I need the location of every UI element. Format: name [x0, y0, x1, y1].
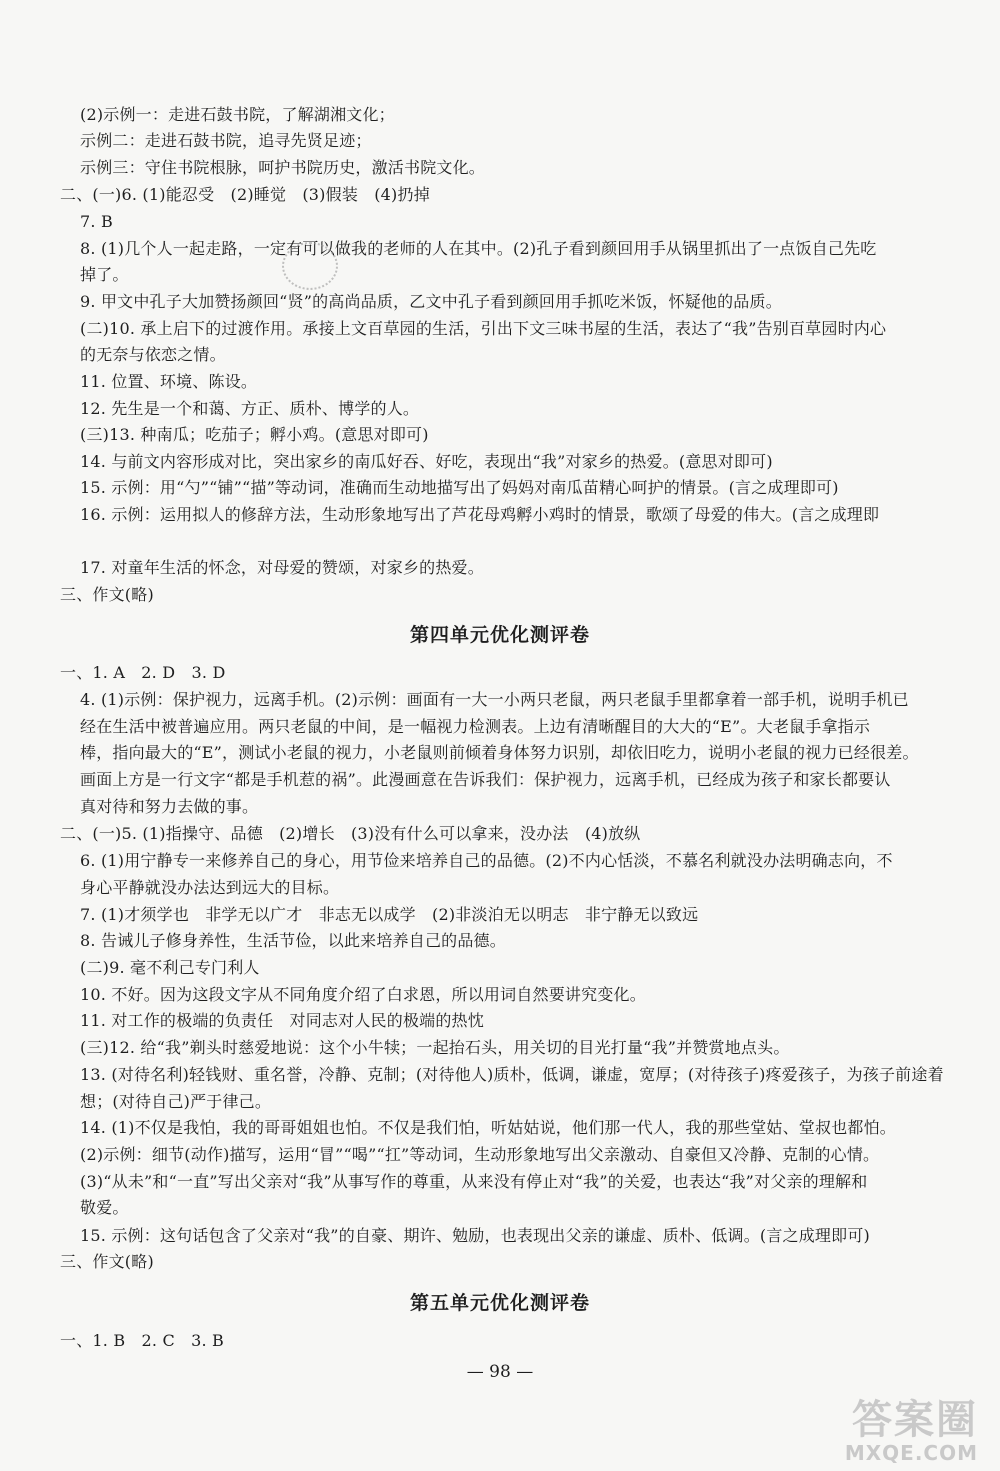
page-number: — 98 —	[466, 1362, 534, 1382]
answer-line: (3)“从未”和“一直”写出父亲对“我”从事写作的尊重，从来没有停止对“我”的关爱，也表达“我”对父亲的理解和	[80, 1172, 868, 1191]
answer-line: 6. (1)用宁静专一来修养自己的身心，用节俭来培养自己的品德。(2)不内心恬淡，不慕名利就没办法明确志向，不	[80, 851, 893, 870]
watermark-logo-text: 答案圈	[852, 1397, 978, 1443]
watermark-url: MXQE.COM	[844, 1441, 978, 1465]
answer-line: 三、作文(略)	[60, 585, 154, 604]
answer-line: 7. B	[80, 212, 113, 231]
answer-line: 15. 示例：用“勺”“铺”“描”等动词，准确而生动地描写出了妈妈对南瓜苗精心呵护的情景。(言之成理即可)	[80, 478, 839, 497]
answer-line: 一、1. B 2. C 3. B	[60, 1331, 225, 1350]
answer-line: 12. 先生是一个和蔼、方正、质朴、博学的人。	[80, 399, 420, 418]
answer-line: (三)12. 给“我”剃头时慈爱地说：这个小牛犊；一起抬石头，用关切的目光打量“我”并赞赏地点头。	[80, 1038, 790, 1057]
answer-line: 14. (1)不仅是我怕，我的哥哥姐姐也怕。不仅是我们怕，听姑姑说，他们那一代人，我的那些堂姑、堂叔也都怕。	[80, 1118, 896, 1137]
answer-line: 7. (1)才须学也 非学无以广才 非志无以成学 (2)非淡泊无以明志 非宁静无以致远	[80, 905, 699, 924]
answer-line: 10. 不好。因为这段文字从不同角度介绍了白求恩，所以用词自然要讲究变化。	[80, 985, 646, 1004]
answer-line: 真对待和努力去做的事。	[80, 797, 259, 816]
ink-stamp-mark	[282, 242, 338, 290]
answer-line: 8. 告诫儿子修身养性，生活节俭，以此来培养自己的品德。	[80, 931, 506, 950]
answer-line: 8. (1)几个人一起走路，一定有可以做我的老师的人在其中。(2)孔子看到颜回用手从锅里抓出了一点饭自己先吃	[80, 239, 877, 258]
answer-line: 9. 甲文中孔子大加赞扬颜回“贤”的高尚品质，乙文中孔子看到颜回用手抓吃米饭，怀疑他的品质。	[80, 292, 782, 311]
answer-line: (二)9. 毫不利己专门利人	[80, 958, 260, 977]
answer-line: 三、作文(略)	[60, 1252, 154, 1271]
answer-line: 的无奈与依恋之情。	[80, 345, 226, 364]
answer-line: 身心平静就没办法达到远大的目标。	[80, 878, 340, 897]
answer-line: 敬爱。	[80, 1198, 129, 1217]
answer-line: 11. 对工作的极端的负责任 对同志对人民的极端的热忱	[80, 1011, 484, 1030]
answer-line: 棒，指向最大的“E”，测试小老鼠的视力，小老鼠则前倾着身体努力识别，却依旧吃力，说明小老鼠的视力已经很差。	[80, 743, 919, 762]
answer-line: 画面上方是一行文字“都是手机惹的祸”。此漫画意在告诉我们：保护视力，远离手机，已经成为孩子和家长都要认	[80, 770, 891, 789]
answer-line: 16. 示例：运用拟人的修辞方法，生动形象地写出了芦花母鸡孵小鸡时的情景，歌颂了母爱的伟大。(言之成理即	[80, 505, 880, 524]
answer-line: 一、1. A 2. D 3. D	[60, 663, 226, 682]
answer-line: (三)13. 种南瓜；吃茄子；孵小鸡。(意思对即可)	[80, 425, 429, 444]
watermark-logo	[796, 1398, 986, 1466]
answer-line: 示例三：守住书院根脉，呵护书院历史，激活书院文化。	[80, 158, 486, 177]
answer-line: 经在生活中被普遍应用。两只老鼠的中间，是一幅视力检测表。上边有清晰醒目的大大的“E”。大老鼠手拿指示	[80, 717, 871, 736]
answer-line: 二、(一)6. (1)能忍受 (2)睡觉 (3)假装 (4)扔掉	[60, 185, 430, 204]
answer-line: 17. 对童年生活的怀念，对母爱的赞颂，对家乡的热爱。	[80, 558, 484, 577]
answer-line: (2)示例一：走进石鼓书院，了解湖湘文化；	[80, 105, 395, 124]
answer-line: 二、(一)5. (1)指操守、品德 (2)增长 (3)没有什么可以拿来，没办法 (4)放纵	[60, 824, 641, 843]
answer-line: 11. 位置、环境、陈设。	[80, 372, 258, 391]
answer-line: 15. 示例：这句话包含了父亲对“我”的自豪、期许、勉励，也表现出父亲的谦虚、质朴、低调。(言之成理即可)	[80, 1226, 870, 1245]
answer-line: 示例二：走进石鼓书院，追寻先贤足迹；	[80, 131, 372, 150]
answer-line: 掉了。	[80, 265, 129, 284]
answer-line: (2)示例：细节(动作)描写，运用“冒”“喝”“扛”等动词，生动形象地写出父亲激动、自豪但又冷静、克制的心情。	[80, 1145, 880, 1164]
section-heading-unit4: 第四单元优化测评卷	[409, 624, 590, 646]
answer-line: 14. 与前文内容形成对比，突出家乡的南瓜好吞、好吃，表现出“我”对家乡的热爱。(意思对即可)	[80, 452, 773, 471]
answer-line: 4. (1)示例：保护视力，远离手机。(2)示例：画面有一大一小两只老鼠，两只老鼠手里都拿着一部手机，说明手机已	[80, 690, 909, 709]
answer-line: 13. (对待名利)轻钱财、重名誉，冷静、克制；(对待他人)质朴，低调，谦虚，宽厚；(对待孩子)疼爱孩子，为孩子前途着	[80, 1065, 944, 1084]
answer-line: 想；(对待自己)严于律己。	[80, 1092, 272, 1111]
answer-line: (二)10. 承上启下的过渡作用。承接上文百草园的生活，引出下文三味书屋的生活，表达了“我”告别百草园时内心	[80, 319, 887, 338]
section-heading-unit5: 第五单元优化测评卷	[409, 1292, 590, 1314]
